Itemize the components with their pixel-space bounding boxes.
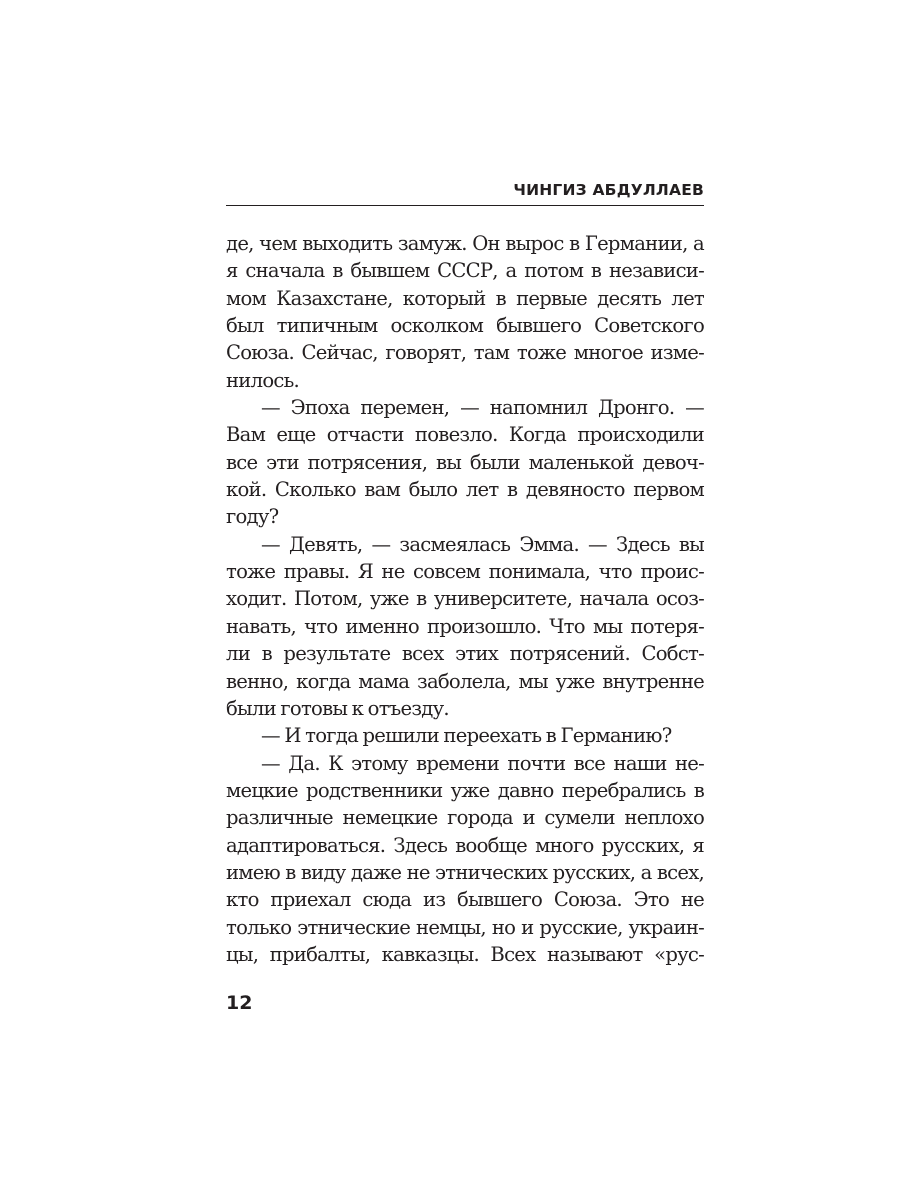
text-line: нилось. [226, 368, 299, 392]
text-line: Вам еще отчасти повезло. Когда происходили [226, 423, 704, 447]
text-line: все эти потрясения, вы были маленькой девоч- [226, 450, 704, 474]
text-line: — Эпоха перемен, — напомнил Дронго. — [261, 396, 704, 420]
text-line: только этнические немцы, но и русские, украин- [226, 915, 704, 939]
page-number: 12 [226, 992, 253, 1014]
author-name: ЧИНГИЗ АБДУЛЛАЕВ [513, 181, 704, 199]
text-line: де, чем выходить замуж. Он вырос в Германии, а [226, 232, 704, 255]
text-line: были готовы к отъезду. [226, 696, 449, 720]
text-line: различные немецкие города и сумели неплохо [226, 806, 704, 830]
text-line: кто приехал сюда из бывшего Союза. Это не [226, 888, 704, 912]
paragraph [226, 394, 704, 531]
text-line: ходит. Потом, уже в университете, начала осоз- [226, 587, 704, 611]
text-line: — Девять, — засмеялась Эмма. — Здесь вы [261, 532, 704, 556]
text-line: кой. Сколько вам было лет в девяносто первом [226, 478, 704, 502]
text-line: я сначала в бывшем СССР, а потом в независи- [226, 259, 704, 283]
text-line: — И тогда решили переехать в Германию? [261, 724, 672, 748]
text-line: — Да. К этому времени почти все наши не- [261, 751, 704, 775]
page-text [226, 230, 704, 968]
text-line: адаптироваться. Здесь вообще много русских, я [226, 833, 704, 857]
text-line: тоже правы. Я не совсем понимала, что проис- [226, 560, 704, 584]
text-line: мецкие родственники уже давно перебрались в [226, 778, 704, 802]
paragraph [226, 230, 704, 394]
paragraph [226, 750, 704, 969]
text-line: цы, прибалты, кавказцы. Всех называют «рус- [226, 942, 704, 966]
paragraph [226, 722, 704, 749]
text-line: имею в виду даже не этнических русских, а всех, [226, 860, 704, 884]
text-line: венно, когда мама заболела, мы уже внутренне [226, 669, 704, 693]
running-head [226, 179, 704, 206]
text-line: мом Казахстане, который в первые десять лет [226, 286, 704, 310]
text-line: ли в результате всех этих потрясений. Собст- [226, 642, 704, 666]
text-line: навать, что именно произошло. Что мы потеря- [226, 614, 704, 638]
paragraph [226, 531, 704, 722]
text-line: Союза. Сейчас, говорят, там тоже многое изме- [226, 341, 704, 365]
text-line: году? [226, 505, 279, 529]
text-line: был типичным осколком бывшего Советского [226, 314, 704, 338]
